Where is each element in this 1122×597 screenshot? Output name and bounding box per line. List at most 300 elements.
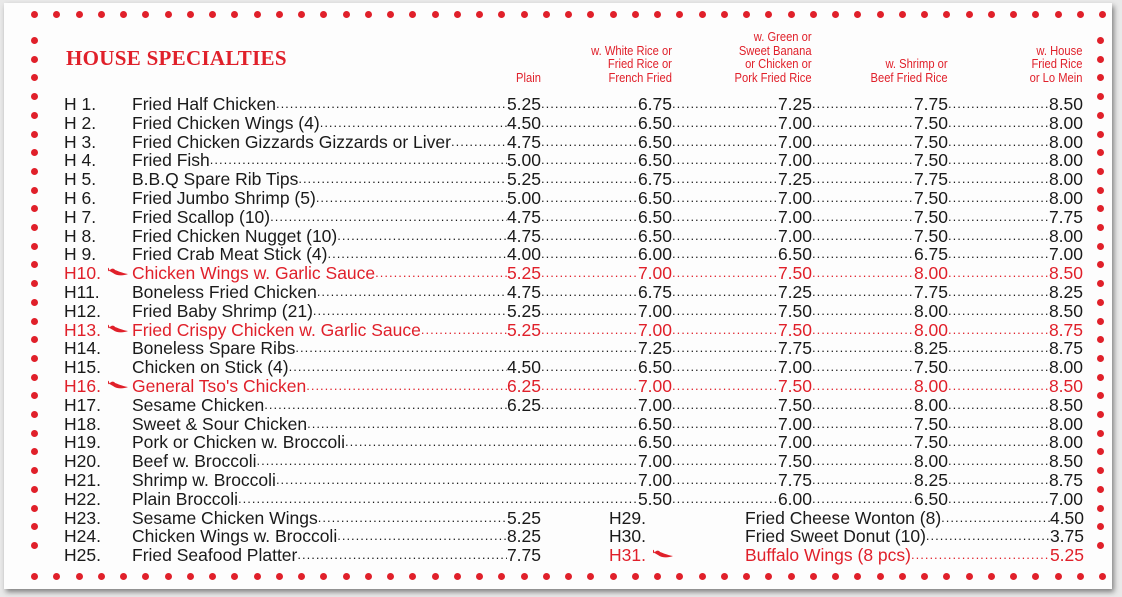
item-price: 7.50: [777, 394, 812, 415]
border-dot: [454, 11, 461, 18]
item-price: 8.50: [1048, 394, 1083, 415]
price-cell: [812, 150, 948, 170]
border-dot: [1097, 37, 1104, 44]
menu-item-row: [64, 320, 1084, 339]
price-cell: [672, 395, 812, 415]
menu-item-row: [64, 414, 1084, 433]
price-cell: [672, 226, 812, 246]
dot-leader: [264, 395, 507, 415]
dot-leader: [672, 301, 778, 321]
dot-leader: [812, 244, 914, 264]
dot-leader: [541, 282, 638, 302]
dot-leader: [238, 489, 541, 509]
dot-leader: [672, 244, 778, 264]
price-cell: [948, 301, 1083, 321]
item-name: General Tso's Chicken: [132, 375, 307, 396]
item-price: 5.50: [637, 488, 672, 509]
item-name: Fried Half Chicken: [132, 94, 276, 114]
border-dot: [1097, 467, 1104, 474]
border-dot: [1099, 573, 1106, 580]
item-code: [64, 150, 132, 170]
item-price: 7.00: [777, 150, 812, 171]
item-name: Sesame Chicken: [132, 394, 265, 415]
price-cell: [541, 414, 672, 434]
item-price: 7.00: [777, 131, 812, 152]
border-dot: [1099, 11, 1106, 18]
chili-pepper-icon: [108, 324, 130, 336]
border-dot: [943, 11, 950, 18]
border-dot: [31, 374, 38, 381]
item-price: 6.50: [637, 206, 672, 227]
chili-pepper-icon: [108, 267, 130, 279]
price-cell: [541, 94, 672, 114]
border-dot: [31, 112, 38, 119]
price-cell: [812, 301, 948, 321]
price-cell: [541, 263, 672, 283]
item-name-cell: [132, 113, 541, 133]
item-name: Fried Sweet Donut (10): [745, 526, 926, 547]
item-price-plain: 5.25: [506, 169, 541, 190]
border-dot: [1097, 336, 1104, 343]
dot-leader: [672, 226, 778, 246]
dot-leader: [672, 94, 778, 114]
item-code-text: H21.: [64, 469, 101, 490]
dot-leader: [541, 357, 638, 377]
item-price: 6.75: [637, 169, 672, 190]
item-price-plain: 4.75: [506, 225, 541, 246]
item-name: Fried Chicken Nugget (10): [132, 225, 338, 246]
border-dot: [966, 573, 973, 580]
dot-leader: [541, 395, 638, 415]
item-price: 7.00: [777, 187, 812, 208]
item-name: Chicken on Stick (4): [132, 357, 289, 378]
dot-leader: [948, 94, 1049, 114]
border-dot: [1055, 573, 1062, 580]
item-code: [541, 526, 677, 546]
border-dot: [31, 205, 38, 212]
item-price: 7.50: [913, 357, 948, 378]
section-title: HOUSE SPECIALTIES: [66, 46, 287, 70]
border-dot: [1097, 318, 1104, 325]
item-code: [64, 357, 132, 377]
border-dot: [76, 11, 83, 18]
item-price-plain: 5.00: [506, 150, 541, 171]
item-code-text: H30.: [609, 526, 646, 547]
border-dot: [1097, 411, 1104, 418]
border-dot: [165, 573, 172, 580]
price-cell: [672, 263, 812, 283]
dot-leader: [948, 244, 1049, 264]
menu-item-row: [64, 301, 1084, 320]
dot-leader: [276, 94, 507, 114]
dot-leader: [210, 150, 507, 170]
item-code-text: H 4.: [64, 150, 97, 171]
border-dot: [543, 11, 550, 18]
border-dot: [854, 11, 861, 18]
border-dot: [1097, 355, 1104, 362]
item-price: 7.50: [777, 375, 812, 396]
border-dot: [854, 573, 861, 580]
dot-leader: [451, 132, 507, 152]
dot-leader: [307, 414, 541, 434]
border-dot: [31, 392, 38, 399]
border-dot: [120, 573, 127, 580]
item-price: 8.00: [1048, 131, 1083, 152]
dot-leader: [541, 244, 638, 264]
border-dot: [788, 573, 795, 580]
price-cell: [812, 207, 948, 227]
dot-leader: [327, 244, 506, 264]
price-cell: [948, 432, 1083, 452]
border-dot: [1097, 299, 1104, 306]
border-dot: [187, 11, 194, 18]
border-dot: [387, 11, 394, 18]
item-price: 8.25: [913, 338, 948, 359]
border-dot: [565, 11, 572, 18]
item-price-plain: 6.25: [506, 394, 541, 415]
item-code-text: H 6.: [64, 187, 97, 208]
border-dot: [409, 11, 416, 18]
border-dot: [1097, 430, 1104, 437]
item-name-cell: [132, 282, 541, 302]
item-price: 6.50: [637, 150, 672, 171]
border-dot: [721, 11, 728, 18]
dot-leader: [948, 226, 1049, 246]
item-price: 7.00: [637, 469, 672, 490]
item-price: 6.50: [637, 187, 672, 208]
border-dot: [298, 11, 305, 18]
dot-leader: [541, 113, 638, 133]
item-price: 7.75: [913, 94, 948, 114]
price-cell: [541, 113, 672, 133]
price-cell: [541, 244, 672, 264]
border-dot: [921, 11, 928, 18]
price-cell: [812, 132, 948, 152]
price-cell: [948, 357, 1083, 377]
dot-leader: [672, 395, 778, 415]
item-name: Fried Seafood Platter: [132, 545, 298, 566]
border-dot: [276, 573, 283, 580]
dot-leader: [541, 188, 638, 208]
item-price: 7.25: [777, 94, 812, 114]
item-price: 7.50: [777, 451, 812, 472]
border-dot: [1010, 573, 1017, 580]
price-cell: [812, 169, 948, 189]
item-price: 8.75: [1048, 338, 1083, 359]
border-dot: [31, 74, 38, 81]
border-dot: [231, 11, 238, 18]
item-name-cell: [132, 508, 541, 528]
border-dot: [432, 11, 439, 18]
dot-leader: [541, 263, 638, 283]
item-price: 6.75: [637, 94, 672, 114]
border-dot: [387, 573, 394, 580]
dot-leader: [948, 282, 1049, 302]
item-name: Fried Jumbo Shrimp (5): [132, 187, 316, 208]
border-dot: [53, 573, 60, 580]
dot-leader: [812, 150, 914, 170]
column-header-white-rice: w. White Rice or Fried Rice or French Fried: [591, 42, 672, 85]
item-price: 6.00: [637, 244, 672, 265]
border-dot: [1010, 11, 1017, 18]
price-cell: [948, 94, 1083, 114]
border-dot: [543, 573, 550, 580]
dot-leader: [672, 132, 778, 152]
item-price: 5.25: [506, 507, 541, 528]
border-dot: [632, 573, 639, 580]
dot-leader: [337, 226, 507, 246]
border-dot: [521, 11, 528, 18]
price-cell: [948, 169, 1083, 189]
dot-leader: [812, 94, 914, 114]
menu-item-row: [64, 244, 1084, 263]
item-name: Fried Chicken Wings (4): [132, 112, 320, 133]
dot-leader: [948, 451, 1049, 471]
item-price: 8.00: [1048, 187, 1083, 208]
item-price: 6.75: [913, 244, 948, 265]
border-dot: [1055, 11, 1062, 18]
border-dot: [343, 573, 350, 580]
border-dot: [31, 505, 38, 512]
item-name-cell: [132, 169, 541, 189]
price-cell: [541, 150, 672, 170]
border-dot: [31, 261, 38, 268]
border-dot: [676, 11, 683, 18]
item-code-text: H 3.: [64, 131, 97, 152]
dot-leader: [421, 320, 507, 340]
border-dot: [31, 411, 38, 418]
item-name-cell: [132, 526, 541, 546]
item-code-text: H 9.: [64, 244, 97, 265]
item-code-text: H20.: [64, 451, 101, 472]
border-dot: [365, 11, 372, 18]
price-cell: [948, 113, 1083, 133]
item-name: Boneless Spare Ribs: [132, 338, 296, 359]
item-name: Plain Broccoli: [132, 488, 239, 509]
item-name-cell: [677, 526, 1084, 546]
item-name: Fried Scallop (10): [132, 206, 271, 227]
dot-leader: [812, 207, 914, 227]
border-dot: [610, 573, 617, 580]
item-price: 7.50: [913, 131, 948, 152]
item-price: 7.75: [506, 545, 541, 566]
border-dot: [1097, 486, 1104, 493]
item-price: 6.50: [637, 432, 672, 453]
dot-leader: [541, 376, 638, 396]
item-price: 8.50: [1048, 94, 1083, 114]
item-code: H23.: [64, 507, 101, 528]
item-name-cell: [132, 226, 541, 246]
item-price: 7.00: [637, 263, 672, 284]
border-dot: [31, 448, 38, 455]
border-dot: [832, 11, 839, 18]
item-price: 8.00: [913, 394, 948, 415]
border-dot: [654, 11, 661, 18]
dot-leader: [672, 338, 778, 358]
price-cell: [948, 263, 1083, 283]
menu-item-row: [64, 150, 1084, 169]
item-price: 6.50: [913, 488, 948, 509]
border-dot: [209, 573, 216, 580]
chili-pepper-icon: [108, 380, 130, 392]
item-code: [64, 338, 132, 358]
price-cell: [672, 301, 812, 321]
border-dot: [1097, 392, 1104, 399]
price-cell: [541, 301, 672, 321]
border-dot: [476, 573, 483, 580]
item-price-plain: 5.25: [506, 94, 541, 114]
item-price: 7.50: [777, 319, 812, 340]
border-dot: [76, 573, 83, 580]
dot-leader: [541, 226, 638, 246]
dot-leader: [672, 320, 778, 340]
menu-item-row: [64, 226, 1084, 245]
item-price-plain: 4.50: [506, 112, 541, 133]
menu-item-row: [64, 263, 1084, 282]
item-code: [64, 470, 132, 490]
dot-leader: [541, 94, 638, 114]
price-cell: [541, 338, 672, 358]
item-price: 8.00: [1048, 225, 1083, 246]
item-price: 4.50: [1049, 507, 1084, 528]
border-dot: [165, 11, 172, 18]
price-cell: [812, 470, 948, 490]
price-cell: [672, 188, 812, 208]
item-name-cell: [132, 376, 541, 396]
item-code: [64, 489, 132, 509]
border-dot: [476, 11, 483, 18]
dot-leader: [541, 338, 638, 358]
border-dot: [565, 573, 572, 580]
border-dot: [31, 299, 38, 306]
price-cell: [948, 207, 1083, 227]
border-dot: [1097, 74, 1104, 81]
border-dot: [432, 573, 439, 580]
border-dot: [587, 573, 594, 580]
border-dot: [632, 11, 639, 18]
border-dot: [1097, 243, 1104, 250]
item-price: 7.75: [913, 281, 948, 302]
item-price-plain: 4.00: [506, 244, 541, 265]
price-cell: [812, 376, 948, 396]
item-price: 8.00: [913, 375, 948, 396]
menu-item-row: [64, 432, 1084, 451]
item-code-text: H16.: [64, 375, 101, 396]
item-price: 7.00: [777, 112, 812, 133]
dot-leader: [812, 263, 914, 283]
border-dot: [31, 486, 38, 493]
item-code-text: H13.: [64, 319, 101, 340]
border-dot: [120, 11, 127, 18]
item-code: [64, 94, 132, 114]
item-price-plain: 4.75: [506, 131, 541, 152]
price-cell: [672, 320, 812, 340]
price-cell: [541, 132, 672, 152]
price-cell: [672, 150, 812, 170]
border-dot: [788, 11, 795, 18]
price-cell: [672, 244, 812, 264]
item-price: 7.25: [777, 281, 812, 302]
item-code-text: H 2.: [64, 112, 97, 133]
menu-item-row: [64, 395, 1084, 414]
price-cell: [812, 244, 948, 264]
item-price: 7.50: [913, 432, 948, 453]
item-price: 8.00: [913, 319, 948, 340]
price-cell: [812, 320, 948, 340]
border-dot: [676, 573, 683, 580]
border-dot: [587, 11, 594, 18]
item-name-cell: [132, 432, 541, 452]
price-cell: [948, 451, 1083, 471]
item-price: 7.25: [777, 169, 812, 190]
menu-item-row: [64, 132, 1084, 151]
item-name: Beef w. Broccoli: [132, 451, 257, 472]
dot-leader: [812, 226, 914, 246]
border-dot: [31, 542, 38, 549]
border-dot: [31, 224, 38, 231]
price-cell: [948, 395, 1083, 415]
price-cell: [948, 132, 1083, 152]
item-code: [64, 263, 132, 283]
item-price-plain: 5.25: [506, 263, 541, 284]
dot-leader: [672, 432, 778, 452]
border-dot: [832, 573, 839, 580]
item-price: 8.00: [1048, 357, 1083, 378]
dot-leader: [812, 338, 914, 358]
item-code: [64, 226, 132, 246]
price-cell: [948, 489, 1083, 509]
dot-leader: [541, 150, 638, 170]
item-name-cell: [132, 451, 541, 471]
item-price: 7.00: [637, 451, 672, 472]
border-dot: [31, 187, 38, 194]
border-dot: [1097, 280, 1104, 287]
dot-leader: [948, 113, 1049, 133]
price-cell: [812, 188, 948, 208]
border-dot: [454, 573, 461, 580]
border-dot: [1097, 187, 1104, 194]
item-price: 6.75: [637, 281, 672, 302]
price-cell: [948, 320, 1083, 340]
border-dot: [1032, 11, 1039, 18]
dot-leader: [948, 188, 1049, 208]
dot-leader: [672, 169, 778, 189]
item-name: Sweet & Sour Chicken: [132, 413, 308, 434]
item-price: 8.25: [506, 526, 541, 547]
item-price: 6.50: [637, 413, 672, 434]
menu-item-row: [64, 526, 1084, 545]
item-name: Fried Fish: [132, 150, 210, 171]
item-price: 8.50: [1048, 263, 1083, 284]
price-cell: [812, 357, 948, 377]
dot-leader: [276, 470, 541, 490]
item-price: 5.25: [1049, 545, 1084, 566]
dot-leader: [541, 132, 638, 152]
item-code: [541, 545, 677, 565]
item-price: 7.00: [637, 375, 672, 396]
item-name-cell: [132, 338, 541, 358]
dot-leader: [812, 470, 914, 490]
border-dot: [343, 11, 350, 18]
item-name-cell: [132, 207, 541, 227]
dot-leader: [812, 357, 914, 377]
dot-leader: [672, 376, 778, 396]
price-cell: [541, 169, 672, 189]
price-cell: [672, 357, 812, 377]
price-cell: [541, 451, 672, 471]
item-price: 8.00: [913, 263, 948, 284]
border-dot: [1077, 11, 1084, 18]
